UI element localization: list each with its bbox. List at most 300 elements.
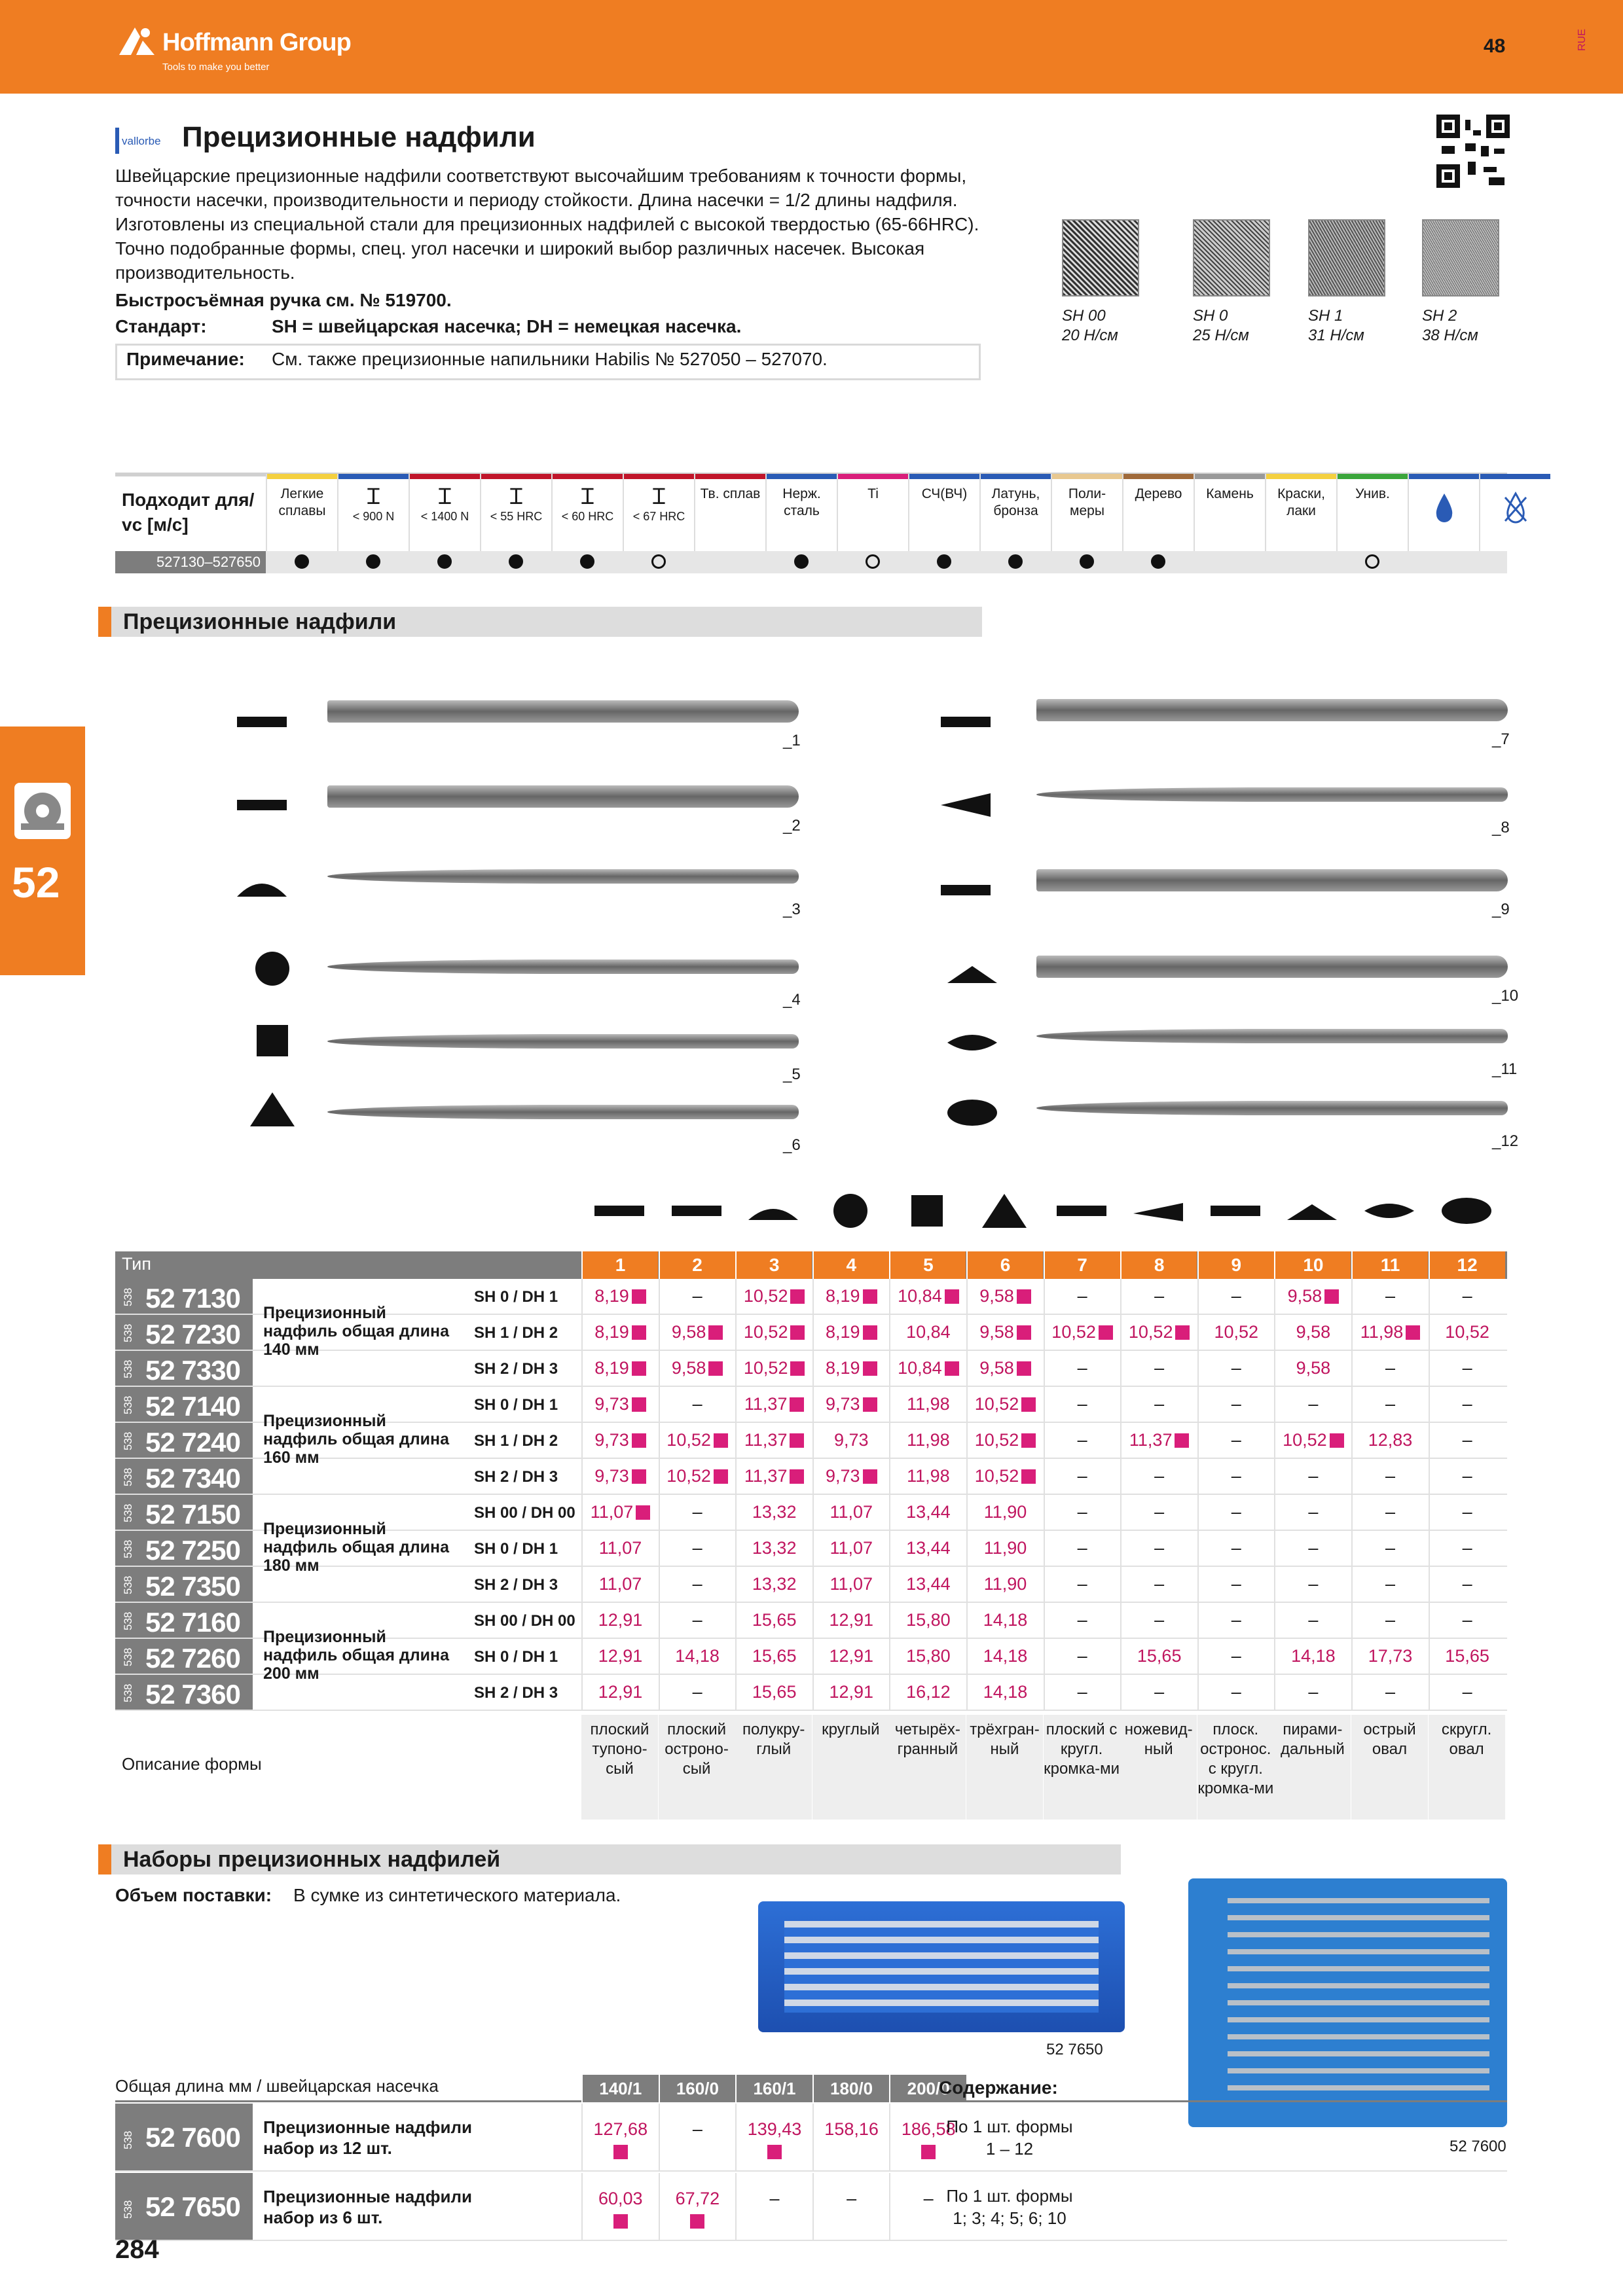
price-value: 12,91 — [598, 1646, 643, 1666]
material-suitability-circle — [651, 554, 666, 569]
file-illustration — [1036, 869, 1508, 891]
price-cell — [812, 1315, 889, 1350]
shape-description: пирами-дальный — [1274, 1715, 1351, 1820]
column-number: 4 — [812, 1251, 889, 1279]
price-value: 10,52 — [1214, 1322, 1259, 1342]
column-number: 3 — [735, 1251, 812, 1279]
price-value: – — [1462, 1574, 1472, 1594]
material-column — [694, 474, 765, 551]
set-column-header: 140/1 — [581, 2075, 659, 2102]
price-value: – — [1231, 1538, 1241, 1558]
price-value: 13,32 — [752, 1502, 797, 1522]
price-value: 11,90 — [983, 1574, 1027, 1594]
price-cell — [659, 1639, 735, 1674]
price-cell — [1197, 1423, 1274, 1458]
price-cell — [1197, 1459, 1274, 1494]
material-suitability-dot — [1008, 554, 1023, 569]
file-number-label: _10 — [1492, 987, 1519, 1005]
price-value: – — [1154, 1502, 1165, 1522]
price-value: 11,07 — [590, 1502, 634, 1522]
material-color-bar — [1409, 474, 1479, 479]
file-profile-icon — [939, 870, 992, 910]
price-cell — [966, 1351, 1043, 1386]
shape-description: острый овал — [1351, 1715, 1428, 1820]
price-value: – — [1154, 1610, 1165, 1630]
price-cell — [889, 1603, 966, 1638]
price-cell — [889, 1459, 966, 1494]
group-name: Прецизионный надфиль общая длина 180 мм — [263, 1520, 449, 1575]
price-value: 11,37 — [744, 1394, 788, 1414]
price-value: 13,32 — [752, 1574, 797, 1594]
handle-note: Быстросъёмная ручка см. № 519700. — [115, 290, 452, 310]
price-value: 11,98 — [907, 1430, 950, 1450]
cut-type: SH 1 / DH 2 — [474, 1432, 558, 1450]
price-cell — [659, 1603, 735, 1638]
file-illustration — [327, 1034, 799, 1049]
price-cell — [1197, 1351, 1274, 1386]
material-color-bar — [1480, 474, 1550, 479]
price-cell — [889, 1387, 966, 1422]
price-cell — [1120, 1639, 1197, 1674]
article-number[interactable]: 52 7360 — [145, 1679, 240, 1710]
stock-indicator — [863, 1325, 877, 1340]
stock-indicator — [1330, 1433, 1344, 1448]
price-cell — [1274, 1639, 1351, 1674]
material-title: Латунь, бронза — [991, 486, 1040, 518]
price-value: – — [1385, 1682, 1396, 1702]
price-value: – — [847, 2189, 857, 2208]
stock-indicator — [790, 1469, 804, 1484]
sets-head-label: Общая длина мм / швейцарская насечка — [115, 2076, 439, 2096]
price-cell — [1120, 1459, 1197, 1494]
price-cell — [1197, 1675, 1274, 1710]
price-value: 15,65 — [752, 1682, 797, 1702]
material-column — [1336, 474, 1408, 551]
stock-indicator — [863, 1289, 877, 1304]
material-color-bar — [695, 474, 765, 479]
price-cell — [1044, 1315, 1120, 1350]
price-value: – — [1385, 1394, 1396, 1414]
material-suitability-circle — [866, 554, 880, 569]
price-value: – — [1154, 1394, 1165, 1414]
shape-description: плоский остроно-сый — [659, 1715, 735, 1820]
note-label: Примечание: — [126, 349, 245, 369]
material-strength: < 1400 N — [420, 510, 469, 523]
price-value: – — [1385, 1358, 1396, 1378]
file-number-label: _9 — [1492, 901, 1510, 918]
price-value: – — [1077, 1646, 1087, 1666]
stock-indicator — [921, 2145, 936, 2159]
price-cell — [1044, 1603, 1120, 1638]
price-value: 12,91 — [598, 1682, 643, 1702]
cut-label: SH 1 31 Н/см — [1308, 307, 1364, 344]
price-value: 139,43 — [747, 2119, 802, 2139]
price-cell — [735, 1459, 812, 1494]
material-color-bar — [767, 474, 837, 479]
price-value: – — [1231, 1394, 1241, 1414]
shape-description: круглый — [812, 1715, 889, 1820]
article-prefix: 538 — [122, 1431, 134, 1450]
stock-indicator — [708, 1361, 723, 1376]
image-label: 52 7650 — [1046, 2041, 1103, 2058]
cut-type: SH 00 / DH 00 — [474, 1504, 575, 1522]
price-value: 8,19 — [594, 1322, 629, 1342]
set-content: По 1 шт. формы 1 – 12 — [946, 2117, 1073, 2159]
price-cell — [812, 2104, 890, 2170]
price-value: 13,44 — [906, 1574, 951, 1594]
price-value: 10,52 — [1445, 1322, 1489, 1342]
price-value: – — [1308, 1502, 1319, 1522]
price-value: – — [1385, 1538, 1396, 1558]
price-value: 10,84 — [898, 1358, 942, 1378]
price-value: 12,91 — [829, 1646, 874, 1666]
file-number-label: _1 — [783, 732, 801, 749]
coolant-drop-icon — [1409, 491, 1479, 532]
material-suitability-dot — [1080, 554, 1094, 569]
column-number: 6 — [966, 1251, 1043, 1279]
page-title: Прецизионные надфили — [182, 121, 536, 153]
price-value: 10,52 — [1051, 1322, 1096, 1342]
price-cell — [735, 1495, 812, 1530]
set-column-header: 180/0 — [812, 2075, 890, 2102]
price-value: – — [1462, 1286, 1472, 1306]
stock-indicator — [945, 1289, 959, 1304]
price-cell — [1044, 1531, 1120, 1566]
price-cell — [966, 1315, 1043, 1350]
material-strength: < 55 HRC — [490, 510, 543, 523]
price-value: 11,07 — [598, 1538, 642, 1558]
article-number[interactable]: 52 7650 — [145, 2191, 240, 2222]
set-column-header: 160/0 — [659, 2075, 736, 2102]
price-value: – — [1308, 1682, 1319, 1702]
price-cell — [1044, 1423, 1120, 1458]
price-cell — [812, 1459, 889, 1494]
stock-indicator — [636, 1505, 650, 1520]
price-value: 11,90 — [983, 1538, 1027, 1558]
price-cell — [1429, 1495, 1505, 1530]
price-value: 8,19 — [826, 1286, 860, 1306]
price-value: – — [1462, 1682, 1472, 1702]
stock-indicator — [613, 2214, 628, 2229]
price-cell — [1197, 1567, 1274, 1602]
price-value: – — [769, 2189, 780, 2208]
price-cell — [1351, 1531, 1428, 1566]
price-value: – — [1385, 1502, 1396, 1522]
price-cell — [1197, 1531, 1274, 1566]
price-value: 8,19 — [826, 1322, 860, 1342]
price-value: 11,07 — [830, 1538, 873, 1558]
shape-description: четырёх-гранный — [889, 1715, 966, 1820]
stock-indicator — [1017, 1289, 1031, 1304]
material-color-bar — [838, 474, 908, 479]
price-value: – — [1231, 1286, 1241, 1306]
price-value: – — [692, 1610, 702, 1630]
article-number[interactable]: 52 7130 — [145, 1283, 240, 1314]
material-suitability-dot — [509, 554, 523, 569]
cut-type: SH 1 / DH 2 — [474, 1324, 558, 1342]
article-prefix: 538 — [122, 1323, 134, 1342]
material-column — [1479, 474, 1550, 551]
section-header: Наборы прецизионных надфилей — [98, 1844, 1121, 1874]
price-value: – — [1462, 1430, 1472, 1450]
column-number: 7 — [1044, 1251, 1120, 1279]
price-value: – — [1385, 1610, 1396, 1630]
price-cell — [889, 1639, 966, 1674]
price-cell — [1274, 1603, 1351, 1638]
set-content: По 1 шт. формы 1; 3; 4; 5; 6; 10 — [946, 2186, 1073, 2228]
file-number-label: _8 — [1492, 819, 1510, 836]
price-cell — [812, 1675, 889, 1710]
stock-indicator — [632, 1433, 646, 1448]
cut-type: SH 2 / DH 3 — [474, 1576, 558, 1594]
price-cell — [1429, 1423, 1505, 1458]
materials-row — [115, 551, 1507, 573]
set-column-header: 200/0 — [889, 2075, 966, 2102]
price-cell — [735, 1423, 812, 1458]
price-cell — [812, 1567, 889, 1602]
article-prefix: 538 — [122, 1683, 134, 1702]
price-value: 10,52 — [974, 1430, 1019, 1450]
stock-indicator — [714, 1469, 728, 1484]
price-value: – — [1308, 1538, 1319, 1558]
file-illustration — [1036, 699, 1508, 721]
stock-indicator — [790, 1361, 805, 1376]
file-profile-icon — [946, 1093, 998, 1132]
price-value: 158,16 — [824, 2119, 879, 2139]
material-suitability-dot — [437, 554, 452, 569]
article-prefix: 538 — [122, 1539, 134, 1558]
group-name: Прецизионный надфиль общая длина 160 мм — [263, 1412, 449, 1467]
article-number[interactable]: 52 7260 — [145, 1643, 240, 1674]
price-cell — [889, 1315, 966, 1350]
price-cell — [966, 1279, 1043, 1314]
article-number[interactable]: 52 7250 — [145, 1535, 240, 1566]
price-cell — [966, 1567, 1043, 1602]
price-cell — [1429, 1603, 1505, 1638]
price-cell — [659, 1567, 735, 1602]
stock-indicator — [690, 2214, 704, 2229]
material-column — [837, 474, 908, 551]
material-title: Камень — [1206, 486, 1254, 501]
price-value: – — [1077, 1358, 1087, 1378]
price-cell — [581, 1531, 658, 1566]
article-prefix: 538 — [122, 1467, 134, 1486]
cut-type: SH 0 / DH 1 — [474, 1540, 558, 1558]
price-value: 11,07 — [598, 1574, 642, 1594]
price-value: – — [692, 1682, 702, 1702]
cut-type: SH 2 / DH 3 — [474, 1468, 558, 1486]
standard-value: SH = швейцарская насечка; DH = немецкая насечка. — [272, 316, 742, 336]
price-value: 11,37 — [744, 1430, 788, 1450]
price-value: – — [1077, 1286, 1087, 1306]
stock-indicator — [1406, 1325, 1420, 1340]
cut-type: SH 00 / DH 00 — [474, 1612, 575, 1630]
price-cell — [1197, 1639, 1274, 1674]
material-suitability-circle — [1365, 554, 1379, 569]
stock-indicator — [790, 1397, 804, 1412]
steel-beam-icon: Ɪ — [439, 484, 451, 509]
price-cell — [1197, 1315, 1274, 1350]
shape-profile-icon — [1055, 1191, 1108, 1230]
article-number[interactable]: 52 7140 — [145, 1391, 240, 1422]
price-cell — [659, 1351, 735, 1386]
stock-indicator — [1021, 1397, 1036, 1412]
price-cell — [735, 1387, 812, 1422]
article-prefix: 538 — [122, 1395, 134, 1414]
price-cell — [1120, 1351, 1197, 1386]
price-cell — [581, 1603, 658, 1638]
price-cell — [659, 1423, 735, 1458]
material-title: Ti — [867, 486, 879, 501]
article-number[interactable]: 52 7340 — [145, 1463, 240, 1494]
article-number[interactable]: 52 7350 — [145, 1571, 240, 1602]
price-cell — [812, 1603, 889, 1638]
price-value: 12,91 — [829, 1610, 874, 1630]
price-value: – — [1231, 1502, 1241, 1522]
file-profile-icon — [939, 702, 992, 742]
cut-type: SH 2 / DH 3 — [474, 1360, 558, 1378]
article-code-cell — [115, 1279, 253, 1314]
price-value: – — [1385, 1286, 1396, 1306]
price-value: – — [923, 2189, 934, 2208]
price-value: – — [1462, 1538, 1472, 1558]
price-value: 60,03 — [598, 2189, 643, 2208]
price-value: – — [1385, 1466, 1396, 1486]
price-value: 10,52 — [974, 1466, 1019, 1486]
shape-profile-icon — [1209, 1191, 1262, 1230]
material-column — [409, 474, 480, 551]
materials-label: Подходит для/ vc [м/с] — [122, 490, 255, 535]
stock-indicator — [790, 1433, 804, 1448]
article-number[interactable]: 52 7240 — [145, 1427, 240, 1458]
price-value: – — [1231, 1610, 1241, 1630]
set-6-pouch-image — [758, 1901, 1125, 2032]
catalog-page-number: 48 — [1484, 35, 1506, 57]
price-cell — [966, 1675, 1043, 1710]
file-number-label: _11 — [1492, 1060, 1518, 1078]
column-number: 2 — [659, 1251, 735, 1279]
type-label: Тип — [122, 1254, 152, 1274]
stock-indicator — [632, 1289, 646, 1304]
article-number[interactable]: 52 7150 — [145, 1499, 240, 1530]
article-prefix: 538 — [122, 1359, 134, 1378]
description-line: Швейцарские прецизионные надфили соответствуют высочайшим требованиям к точности формы, — [115, 166, 967, 186]
price-value: – — [1154, 1286, 1165, 1306]
price-cell — [889, 1495, 966, 1530]
cut-sample-sh00 — [1062, 219, 1139, 296]
vallorbe-logo-icon — [115, 128, 168, 154]
set-row[interactable] — [115, 2173, 1507, 2241]
file-profile-icon — [946, 956, 998, 995]
price-cell — [659, 1531, 735, 1566]
material-column — [1122, 474, 1194, 551]
stock-indicator — [632, 1469, 646, 1484]
material-suitability-dot — [366, 554, 380, 569]
set-row[interactable] — [115, 2104, 1507, 2172]
price-cell — [735, 2173, 812, 2240]
description-line: Точно подобранные формы, спец. угол насечки и широкий выбор различных насечек. Высокая — [115, 238, 925, 259]
file-illustration — [327, 785, 799, 808]
price-value: 12,83 — [1368, 1430, 1413, 1450]
cut-label: SH 00 20 Н/см — [1062, 307, 1118, 344]
price-value: – — [1077, 1466, 1087, 1486]
cut-label: SH 2 38 Н/см — [1422, 307, 1478, 344]
price-value: 13,44 — [906, 1502, 951, 1522]
price-cell — [1274, 1279, 1351, 1314]
stock-indicator — [863, 1361, 877, 1376]
article-number[interactable]: 52 7330 — [145, 1355, 240, 1386]
price-value: 11,07 — [830, 1502, 873, 1522]
price-cell — [812, 1495, 889, 1530]
stock-indicator — [1017, 1325, 1031, 1340]
price-value: – — [692, 1394, 702, 1414]
stock-indicator — [1099, 1325, 1113, 1340]
file-illustration — [327, 1105, 799, 1119]
chapter-tab — [0, 726, 85, 975]
cut-label: SH 0 25 Н/см — [1193, 307, 1249, 344]
price-cell — [1120, 1675, 1197, 1710]
price-value: – — [1462, 1502, 1472, 1522]
price-value: 14,18 — [983, 1646, 1028, 1666]
price-cell — [1044, 1675, 1120, 1710]
stock-indicator — [863, 1469, 877, 1484]
price-value: 11,98 — [907, 1394, 950, 1414]
price-value: 9,58 — [1296, 1358, 1331, 1378]
shape-profile-icon — [901, 1191, 953, 1230]
price-cell — [1197, 1387, 1274, 1422]
price-value: – — [692, 1286, 702, 1306]
stock-indicator — [767, 2145, 782, 2159]
material-color-bar — [410, 474, 480, 479]
material-title: Унив. — [1355, 486, 1390, 501]
article-number[interactable]: 52 7600 — [145, 2122, 240, 2153]
price-cell — [1429, 1279, 1505, 1314]
price-value: 15,65 — [1445, 1646, 1489, 1666]
price-cell — [1429, 1459, 1505, 1494]
article-prefix: 538 — [122, 2130, 134, 2149]
price-value: 10,52 — [666, 1466, 711, 1486]
article-number[interactable]: 52 7160 — [145, 1607, 240, 1638]
article-number[interactable]: 52 7230 — [145, 1319, 240, 1350]
price-value: – — [1462, 1394, 1472, 1414]
dry-no-coolant-icon — [1480, 491, 1550, 528]
material-column — [979, 474, 1051, 551]
price-value: – — [1385, 1574, 1396, 1594]
price-cell — [1274, 1567, 1351, 1602]
article-code-cell — [115, 1495, 253, 1530]
svg-text:vallorbe: vallorbe — [122, 135, 161, 147]
delivery-label: Объем поставки: — [115, 1885, 272, 1905]
stock-indicator — [945, 1361, 959, 1376]
price-cell — [735, 2104, 812, 2170]
price-value: 127,68 — [593, 2119, 648, 2139]
price-cell — [1120, 1315, 1197, 1350]
description-line: производительность. — [115, 262, 295, 283]
price-value: – — [1308, 1466, 1319, 1486]
price-value: 15,65 — [1137, 1646, 1182, 1666]
qr-code-icon[interactable] — [1436, 115, 1510, 188]
price-value: 10,52 — [743, 1358, 788, 1378]
price-value: 11,37 — [1129, 1430, 1173, 1450]
price-cell — [1120, 1531, 1197, 1566]
material-column — [551, 474, 623, 551]
price-value: 12,91 — [598, 1610, 643, 1630]
price-cell — [1429, 1639, 1505, 1674]
price-cell — [1274, 1531, 1351, 1566]
file-number-label: _6 — [783, 1136, 801, 1154]
material-title: Краски, лаки — [1277, 486, 1325, 518]
price-value: 186,58 — [901, 2119, 956, 2139]
